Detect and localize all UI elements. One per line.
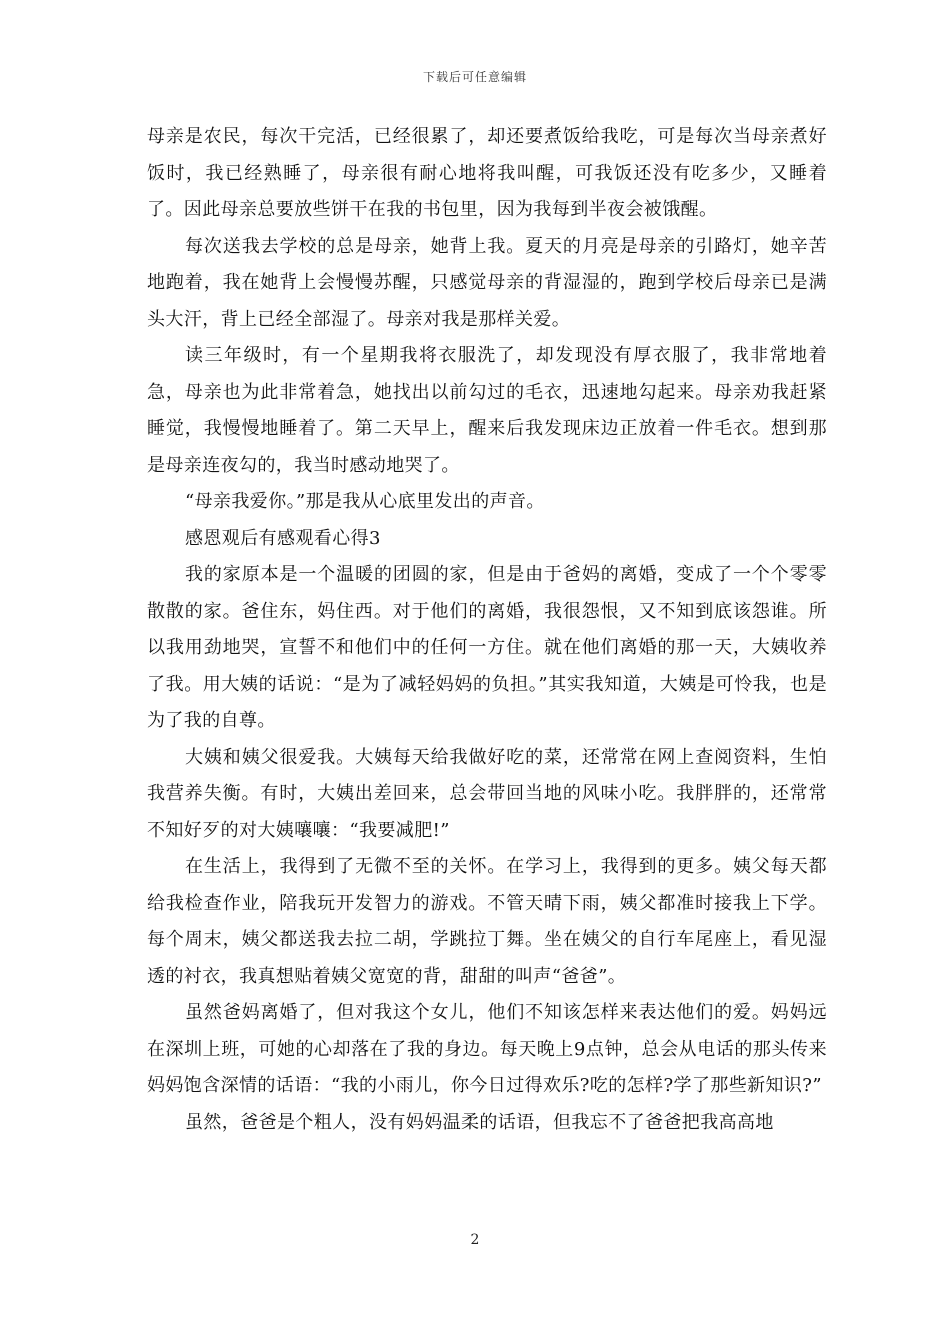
paragraph: “母亲我爱你。”那是我从心底里发出的声音。	[185, 491, 545, 512]
paragraph: 读三年级时，有一个星期我将衣服洗了，却发现没有厚衣服了，我非常地着急，母亲也为此非常着急，她找出以前勾过的毛衣，迅速地勾起来。母亲劝我赶紧睡觉，我慢慢地睡着了。第二天早上，醒来后我发现床边正放着一件毛衣。想到那是母亲连夜勾的，我当时感动地哭了。	[147, 345, 827, 476]
paragraph: 虽然，爸爸是个粗人，没有妈妈温柔的话语，但我忘不了爸爸把我高高地	[185, 1111, 774, 1133]
paragraph: 我的家原本是一个温暖的团圆的家，但是由于爸妈的离婚，变成了一个个零零散散的家。爸住东，妈住西。对于他们的离婚，我很怨恨，又不知到底该怨谁。所以我用劲地哭，宣誓不和他们中的任何一方住。就在他们离婚的那一天，大姨收养了我。用大姨的话说：“是为了减轻妈妈的负担。”其实我知道，大姨是可怜我，也是为了我的自尊。	[147, 564, 827, 731]
paragraph: 在生活上，我得到了无微不至的关怀。在学习上，我得到的更多。姨父每天都给我检查作业，陪我玩开发智力的游戏。不管天晴下雨，姨父都准时接我上下学。每个周末，姨父都送我去拉二胡，学跳拉丁舞。坐在姨父的自行车尾座上，看见湿透的衬衣，我真想贴着姨父宽宽的背，甜甜的叫声“爸爸”。	[147, 856, 827, 987]
paragraph: 母亲是农民，每次干完活，已经很累了，却还要煮饭给我吃，可是每次当母亲煮好饭时，我已经熟睡了，母亲很有耐心地将我叫醒，可我饭还没有吃多少，又睡着了。因此母亲总要放些饼干在我的书包里，因为我每到半夜会被饿醒。	[147, 126, 827, 220]
paragraph: 每次送我去学校的总是母亲，她背上我。夏天的月亮是母亲的引路灯，她辛苦地跑着，我在她背上会慢慢苏醒，只感觉母亲的背湿湿的，跑到学校后母亲已是满头大汗，背上已经全部湿了。母亲对我是那样关爱。	[147, 235, 827, 330]
page-number: 2	[470, 1232, 480, 1248]
section-heading: 感恩观后有感观看心得3	[185, 527, 381, 549]
document-body	[147, 119, 827, 1141]
paragraph: 大姨和姨父很爱我。大姨每天给我做好吃的菜，还常常在网上查阅资料，生怕我营养失衡。有时，大姨出差回来，总会带回当地的风味小吃。我胖胖的，还常常不知好歹的对大姨嚷嚷：“我要减肥!”	[147, 746, 827, 841]
page-header: 下载后可任意编辑	[422, 70, 527, 84]
paragraph: 虽然爸妈离婚了，但对我这个女儿，他们不知该怎样来表达他们的爱。妈妈远在深圳上班，可她的心却落在了我的身边。每天晚上9点钟，总会从电话的那头传来妈妈饱含深情的话语：“我的小雨儿，你今日过得欢乐?吃的怎样?学了那些新知识?”	[147, 1002, 827, 1096]
